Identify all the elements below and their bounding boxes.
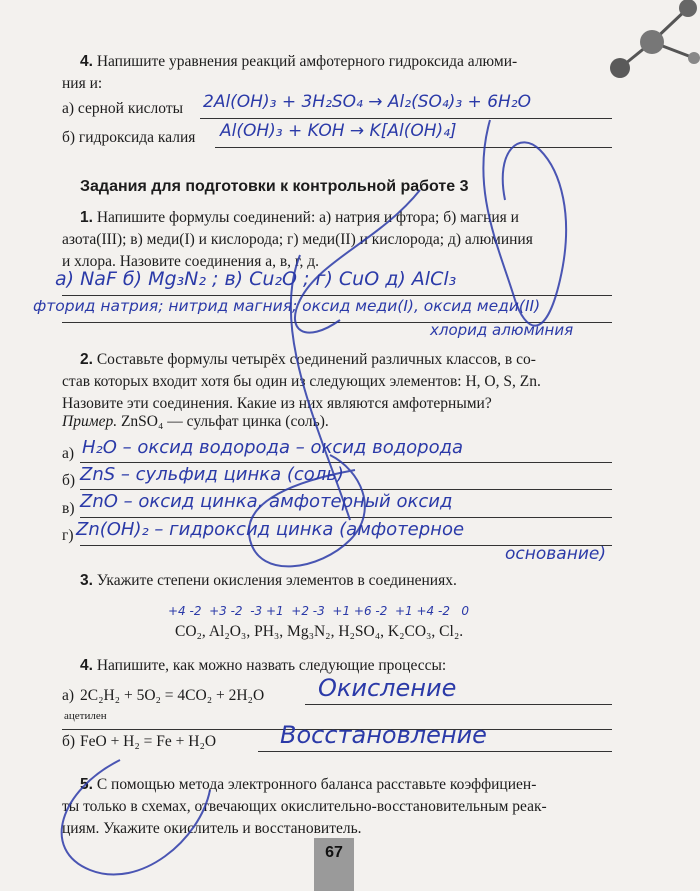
task-number: 5. (80, 776, 93, 793)
example-text: ZnSO₄ — сульфат цинка (соль). (120, 413, 329, 430)
task2-item-a-label: а) (62, 445, 75, 462)
task2-item-c-label: в) (62, 500, 75, 517)
task-number: 3. (80, 572, 93, 589)
task4b-b-label: б) (62, 733, 76, 750)
task-number: 4. (80, 657, 93, 674)
example-label: Пример. (62, 413, 118, 430)
task-text: Укажите степени окисления элементов в соединениях. (96, 572, 457, 589)
answer-line (80, 462, 612, 463)
task4-top-text-2: ния и: (62, 75, 103, 92)
task-text: С помощью метода электронного баланса расставьте коэффициен- (96, 776, 537, 793)
task5-line3: циям. Укажите окислитель и восстановитель. (62, 820, 362, 837)
task4b-a-equation: 2C₂H₂ + 5O₂ = 4CO₂ + 2H₂O (80, 687, 265, 704)
task2-line3: Назовите эти соединения. Какие из них являются амфотерными? (62, 395, 492, 412)
molecule-decoration-icon (590, 0, 700, 100)
task3-oxidation-states: +4 -2 +3 -2 -3 +1 +2 -3 +1 +6 -2 +1 +4 -2 0 (168, 604, 470, 618)
task4-b-label: б) гидроксида калия (62, 129, 196, 146)
task2-example (62, 411, 329, 433)
task4b-b-equation: FeO + H₂ = Fe + H₂O (80, 733, 217, 750)
task2-item-d-answer: Zn(OH)₂ – гидроксид цинка (амфотерное (76, 519, 465, 540)
task2-item-a-answer: H₂O – оксид водорода – оксид водорода (82, 437, 464, 458)
answer-line (62, 295, 612, 296)
answer-line (80, 489, 612, 490)
task2-answer-continuation: основание) (505, 544, 606, 564)
answer-line (200, 118, 612, 119)
task3-formulas: CO₂, Al₂O₃, PH₃, Mg₃N₂, H₂SO₄, K₂CO₃, Cl₂. (175, 623, 464, 640)
task5-line1 (80, 774, 620, 796)
task1-line1 (80, 207, 620, 229)
task4b-a-answer: Окисление (318, 674, 457, 702)
page-number: 67 (325, 844, 343, 861)
task2-item-c-answer: ZnO – оксид цинка, амфотерный оксид (80, 491, 453, 512)
task4b-a-note: ацетилен (64, 710, 107, 722)
task1-line2: азота(III); в) меди(I) и кислорода; г) меди(II) и кислорода; д) алюминия (62, 231, 533, 248)
task-number: 4. (80, 53, 93, 70)
task2-item-d-label: г) (62, 527, 74, 544)
task3-text (80, 570, 620, 592)
task1-line3: и хлора. Назовите соединения а, в, г, д. (62, 253, 320, 270)
task5-line2: ты только в схемах, отвечающих окислительно-восстановительным реак- (62, 798, 547, 815)
task1-answer2: фторид натрия; нитрид магния; оксид меди(I), оксид меди(II) (33, 297, 541, 315)
task2-line1 (80, 349, 620, 371)
task-number: 2. (80, 351, 93, 368)
task-text: Составьте формулы четырёх соединений различных классов, в со- (96, 351, 536, 368)
task4-a-label: а) серной кислоты (62, 100, 184, 117)
task1-answer1: а) NaF б) Mg₃N₂ ; в) Cu₂O ; г) CuO д) AlCl₃ (55, 268, 457, 290)
task4b-a-label: а) (62, 687, 75, 704)
answer-line (258, 751, 612, 752)
task2-item-b-answer: ZnS – сульфид цинка (соль) (80, 464, 344, 485)
task4-a-answer: 2Al(OH)₃ + 3H₂SO₄ → Al₂(SO₄)₃ + 6H₂O (203, 92, 531, 112)
page-number-tab (314, 838, 354, 891)
task4b-b-answer: Восстановление (280, 721, 487, 749)
answer-line (80, 517, 612, 518)
task-text: Напишите уравнения реакций амфотерного гидроксида алюми- (96, 53, 518, 70)
task-text: Напишите формулы соединений: а) натрия и фтора; б) магния и (96, 209, 519, 226)
task4-b-answer: Al(OH)₃ + KOH → K[Al(OH)₄] (220, 121, 457, 141)
task2-item-b-label: б) (62, 472, 76, 489)
section-heading: Задания для подготовки к контрольной работе 3 (80, 178, 469, 195)
task-text: Напишите, как можно назвать следующие процессы: (96, 657, 447, 674)
task1-answer3: хлорид алюминия (430, 321, 574, 339)
answer-line (215, 147, 612, 148)
answer-line (305, 704, 612, 705)
task4-top-text (80, 51, 620, 73)
task2-line2: став которых входит хотя бы один из следующих элементов: H, O, S, Zn. (62, 373, 541, 390)
task-number: 1. (80, 209, 93, 226)
